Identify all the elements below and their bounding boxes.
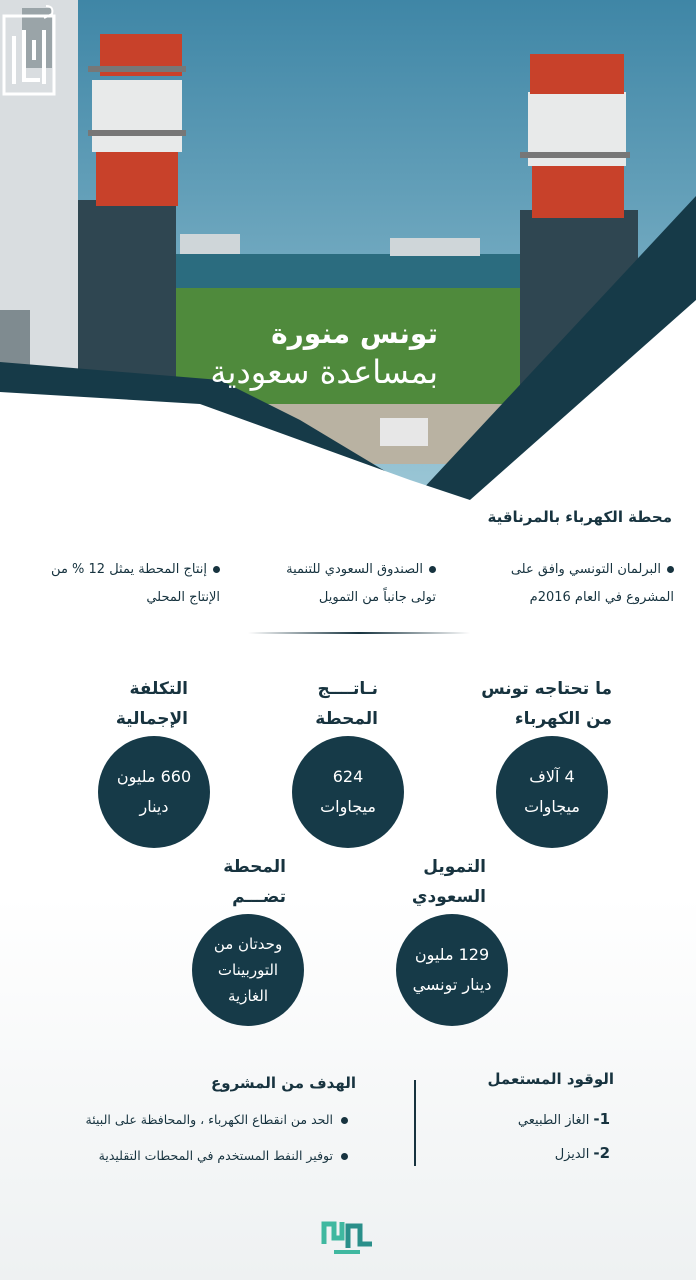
bullet-item	[286, 556, 436, 612]
hero-title	[210, 316, 438, 392]
fuel-heading: الوقود المستعمل	[487, 1070, 614, 1088]
section-heading: محطة الكهرباء بالمرناقية	[487, 508, 672, 526]
stat-label: نـاتــــج المحطة	[315, 679, 378, 729]
footer-logo-icon	[320, 1214, 376, 1258]
stat-circle: 660 مليون دينار	[98, 736, 210, 848]
brand-logo	[0, 0, 60, 96]
hero-photo	[0, 0, 696, 500]
hero-section	[0, 0, 696, 500]
hero-title-line2: بمساعدة سعودية	[210, 353, 438, 391]
bullet-dot-icon	[667, 566, 674, 573]
bullet-text: إنتاج المحطة يمثل 12 % من	[51, 562, 207, 577]
bullet-text-cont: تولى جانباً من التمويل	[318, 590, 436, 605]
stat-label: المحطة تضـــم	[223, 857, 286, 907]
stat-label: التكلفة الإجمالية	[115, 679, 188, 729]
stat-circle: وحدتان من التوربينات الغازية	[192, 914, 304, 1026]
stat-label: ما تحتاجه تونس من الكهرباء	[481, 679, 612, 729]
fuel-item: 1-الغاز الطبيعي	[517, 1110, 610, 1128]
bullet-dot-icon	[341, 1153, 348, 1160]
goal-item: توفير النفط المستخدم في المحطات التقليدية	[99, 1148, 348, 1163]
bullet-dot-icon	[341, 1117, 348, 1124]
bullet-text-cont: الإنتاج المحلي	[146, 590, 220, 605]
bullet-text-cont: المشروع في العام 2016م	[529, 590, 674, 605]
hero-title-line1: تونس منورة	[271, 317, 438, 350]
stat-label: التمويل السعودي	[411, 857, 486, 907]
stat-circle: 4 آلاف ميجاوات	[496, 736, 608, 848]
bullet-text: الصندوق السعودي للتنمية	[286, 562, 423, 577]
vertical-divider	[414, 1080, 416, 1166]
bullet-item	[51, 556, 220, 612]
divider	[248, 632, 470, 634]
fuel-item: 2-الديزل	[554, 1144, 610, 1162]
bullet-item	[511, 556, 674, 612]
goal-item: الحد من انقطاع الكهرباء ، والمحافظة على البيئة	[86, 1112, 348, 1127]
bullet-dot-icon	[429, 566, 436, 573]
stat-circle: 129 مليون دينار تونسي	[396, 914, 508, 1026]
bullet-text: البرلمان التونسي وافق على	[510, 562, 661, 577]
bullet-dot-icon	[213, 566, 220, 573]
stat-circle: 624 ميجاوات	[292, 736, 404, 848]
goal-heading: الهدف من المشروع	[211, 1074, 356, 1092]
